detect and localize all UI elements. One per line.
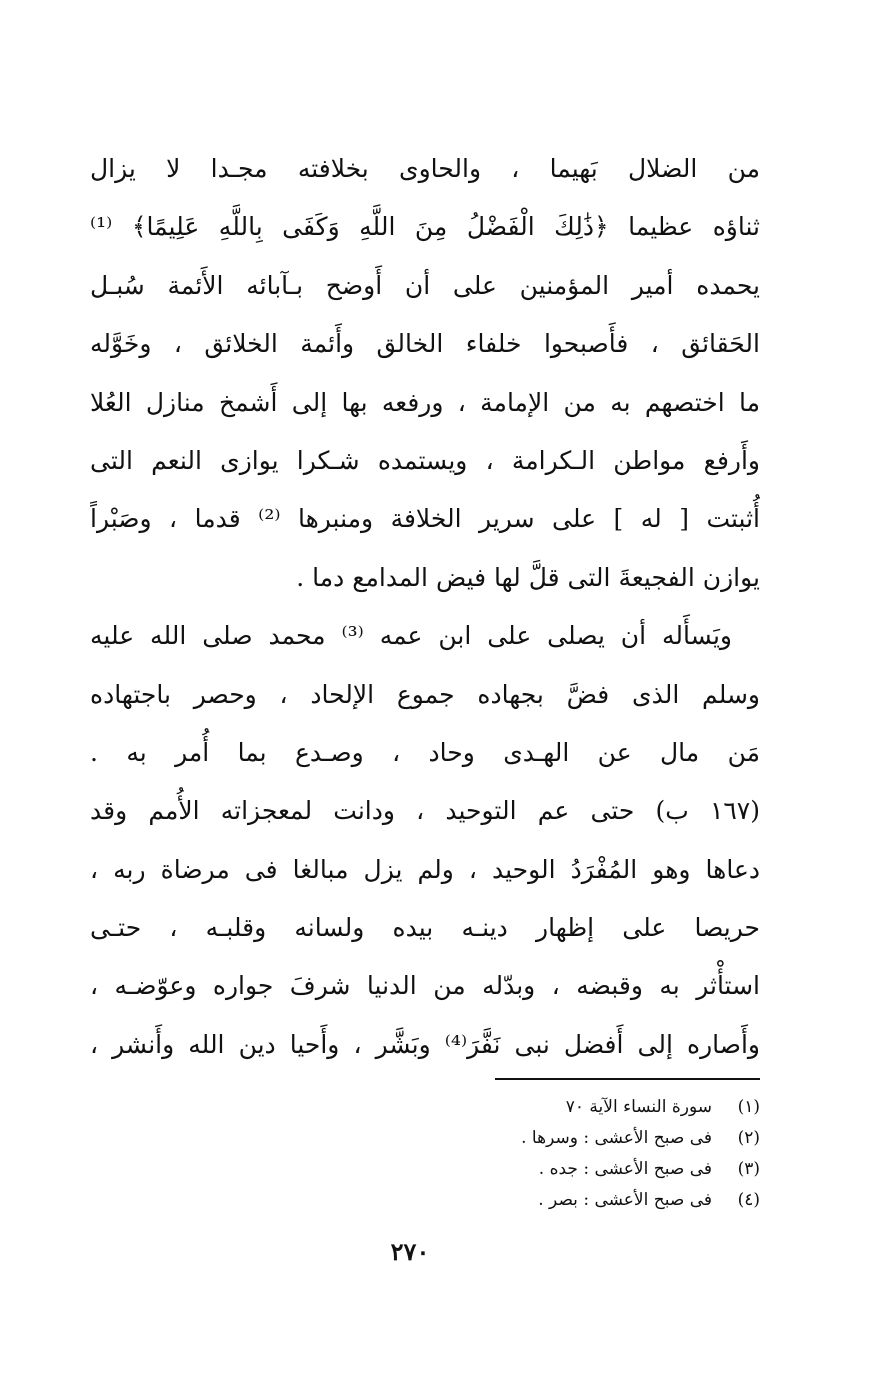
footnotes xyxy=(300,1092,760,1216)
text-line: الحَقائق ، فأَصبحوا خلفاء الخالق وأَئمة الخلائق ، وخَوَّله xyxy=(90,329,760,359)
text-line: ما اختصهم به من الإمامة ، ورفعه بها إلى أَشمخ منازل العُلا xyxy=(90,387,760,417)
text-line: وأَصاره إلى أَفضل نبى نَفَّرَ⁽⁴⁾ وبَشَّر ، وأَحيا دين الله وأَنشر ، xyxy=(90,1029,760,1059)
text-line: دعاها وهو المُفْرَدُ الوحيد ، ولم يزل مبالغا فى مرضاة ربه ، xyxy=(90,854,760,884)
footnote xyxy=(300,1154,760,1185)
text-line: مَن مال عن الهـدى وحاد ، وصـدع بما أُمر به . xyxy=(90,737,760,767)
text-line: يوازن الفجيعةَ التى قلَّ لها فيض المدامع دما . xyxy=(296,562,760,592)
footnote-text: فى صبح الأعشى : جده . xyxy=(538,1159,712,1179)
text-line: يحمده أمير المؤمنين على أن أَوضح بـآبائه الأَئمة سُبـل xyxy=(90,270,760,300)
body-text xyxy=(90,140,760,1074)
footnote-number: (٢) xyxy=(737,1128,760,1148)
footnote-text: فى صبح الأعشى : وسرها . xyxy=(521,1128,712,1148)
text-line: من الضلال بَهيما ، والحاوى بخلافته مجـدا لا يزال xyxy=(90,154,760,183)
footnote xyxy=(300,1092,760,1123)
text-line: ثناؤه عظيما ﴿ذَٰلِكَ الْفَضْلُ مِنَ اللَّهِ وَكَفَى بِاللَّهِ عَلِيمًا﴾ ⁽¹⁾ xyxy=(90,212,760,242)
page-number: ٢٧٠ xyxy=(390,1237,430,1266)
text-line: (١٦٧ ب) حتى عم التوحيد ، ودانت لمعجزاته الأُمم وقد xyxy=(90,796,760,826)
footnote xyxy=(300,1123,760,1154)
footnote-divider xyxy=(495,1078,760,1080)
footnote-text: فى صبح الأعشى : بصر . xyxy=(538,1190,712,1210)
footnote-number: (٤) xyxy=(737,1190,760,1210)
text-line: وسلم الذى فضَّ بجهاده جموع الإلحاد ، وحصر باجتهاده xyxy=(90,679,760,709)
text-line: أُثبتت [ له ] على سرير الخلافة ومنبرها ⁽²⁾ قدما ، وصَبْراً xyxy=(90,504,760,534)
text-line: وأَرفع مواطن الـكرامة ، ويستمده شـكرا يوازى النعم التى xyxy=(90,445,760,475)
text-line: استأْثر به وقبضه ، وبدّله من الدنيا شرفَ جواره وعوّضـه ، xyxy=(90,971,760,1001)
footnote-text: سورة النساء الآية ٧٠ xyxy=(565,1097,712,1117)
text-line: ويَسأَله أن يصلى على ابن عمه ⁽³⁾ محمد صلى الله عليه xyxy=(90,621,732,651)
footnote xyxy=(300,1185,760,1216)
footnote-number: (١) xyxy=(737,1097,760,1117)
footnote-number: (٣) xyxy=(737,1159,760,1179)
text-line: حريصا على إظهار دينـه بيده ولسانه وقلبـه ، حتـى xyxy=(90,913,760,943)
